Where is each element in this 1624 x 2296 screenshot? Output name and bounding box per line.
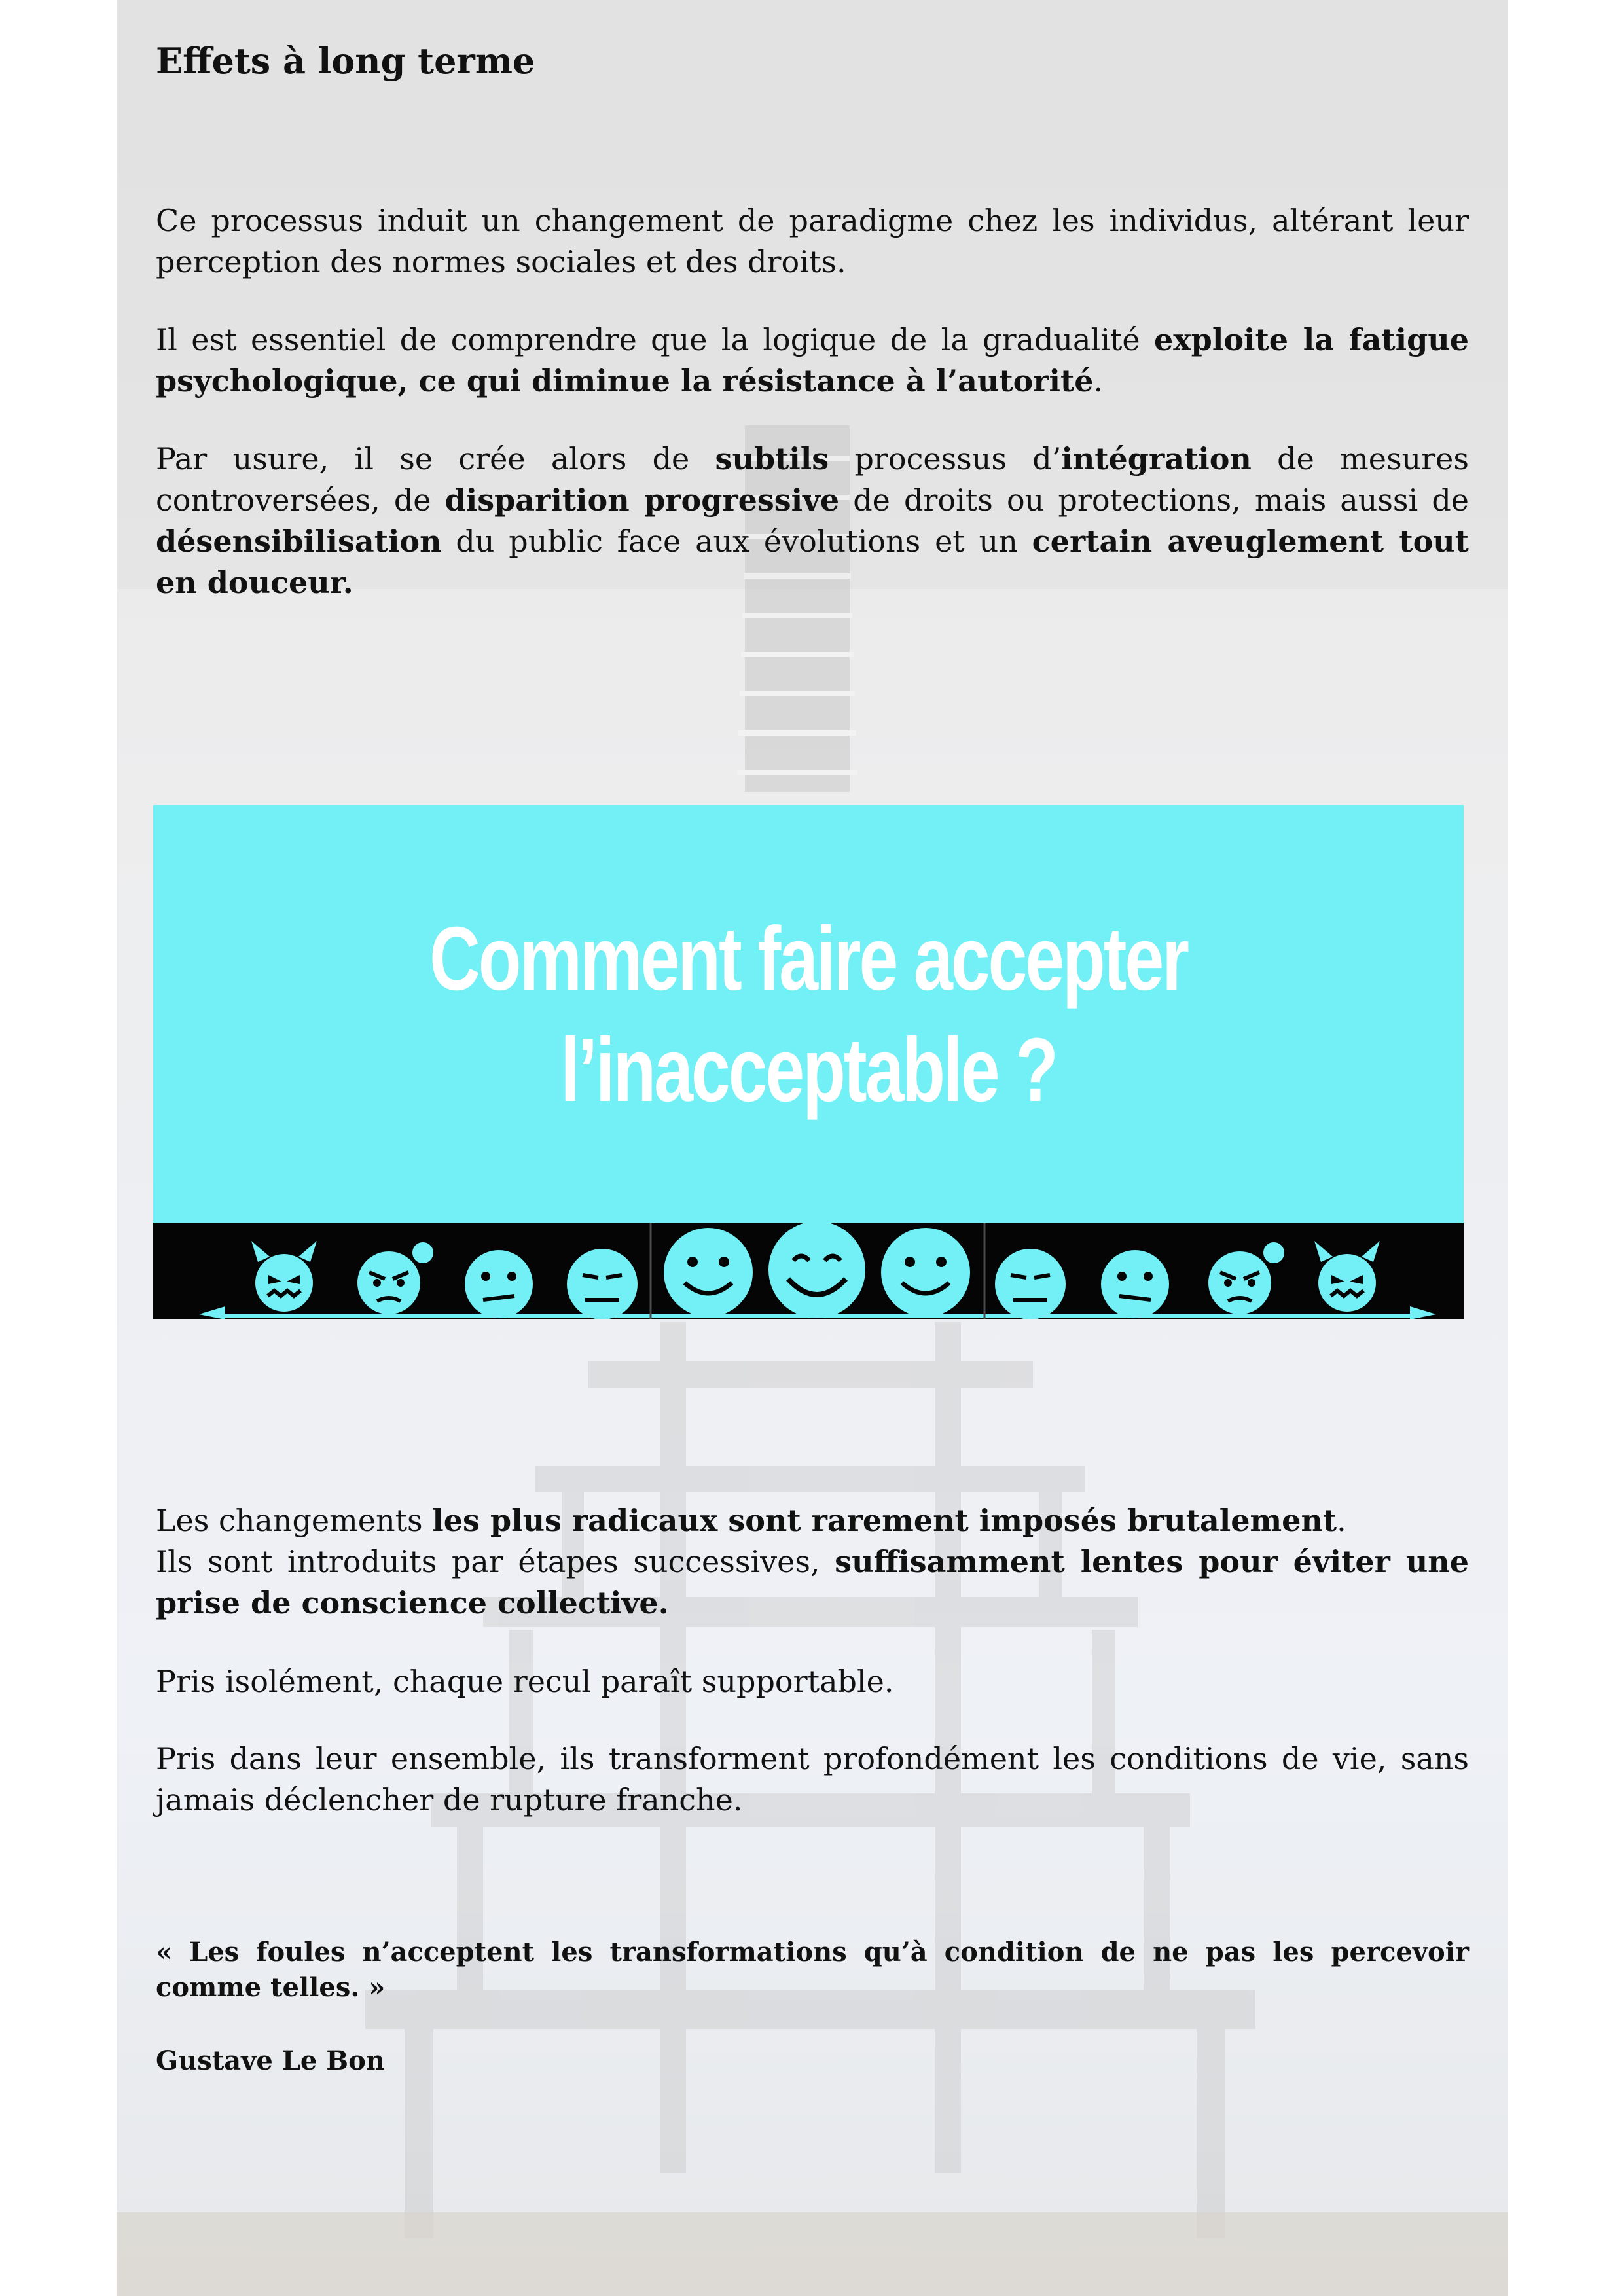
banner-title-line1: Comment faire accepter bbox=[429, 908, 1187, 1009]
quote-author: Gustave Le Bon bbox=[156, 2045, 385, 2076]
run: Ils sont introduits par étapes successives, bbox=[156, 1544, 835, 1579]
quote-text: « Les foules n’acceptent les transformations qu’à condition de ne pas les percevoir comme telles. » bbox=[156, 1937, 1469, 2003]
paragraph-isolated: Pris isolément, chaque recul paraît supportable. bbox=[156, 1664, 894, 1699]
paragraph-together: Pris dans leur ensemble, ils transforment profondément les conditions de vie, sans jamais déclencher de rupture franche. bbox=[156, 1741, 1469, 1818]
document-page bbox=[117, 0, 1508, 2296]
run-bold: subtils bbox=[715, 441, 829, 476]
arrow-right-icon bbox=[1410, 1306, 1436, 1319]
angry-face-icon bbox=[1208, 1241, 1286, 1314]
devil-face-icon bbox=[251, 1241, 317, 1312]
neutral-face-icon bbox=[567, 1249, 638, 1319]
run: Par usure, il se crée alors de bbox=[156, 441, 715, 476]
section-heading: Effets à long terme bbox=[156, 40, 535, 82]
run-bold: désensibilisation bbox=[156, 524, 442, 559]
run: Les changements bbox=[156, 1503, 433, 1538]
paragraph-line bbox=[156, 1500, 1469, 1541]
grin-face-icon bbox=[768, 1223, 865, 1318]
devil-face-icon bbox=[1314, 1241, 1380, 1312]
emoji-scale-strip bbox=[153, 1223, 1464, 1319]
skeptical-face-icon bbox=[465, 1250, 533, 1318]
emoji-scale bbox=[153, 1223, 1464, 1319]
run: du public face aux évolutions et un bbox=[441, 524, 1032, 559]
run-bold: les plus radicaux sont rarement imposés brutalement bbox=[432, 1503, 1337, 1538]
run: de droits ou protections, mais aussi de bbox=[839, 482, 1469, 518]
run-bold: certain aveuglement tout en douceur. bbox=[156, 524, 1469, 600]
paragraph-paradigm: Ce processus induit un changement de paradigme chez les individus, altérant leur perception des normes sociales et des droits. bbox=[156, 203, 1469, 279]
arrow-left-icon bbox=[199, 1306, 225, 1319]
skeptical-face-icon bbox=[1101, 1250, 1169, 1318]
run: . bbox=[1093, 363, 1104, 399]
angry-face-icon bbox=[357, 1241, 435, 1314]
run: . bbox=[1337, 1503, 1346, 1538]
paragraph-radical-changes bbox=[156, 1500, 1469, 1624]
run-bold: suffisamment lentes pour éviter une prise de conscience collective. bbox=[156, 1544, 1469, 1621]
smile-face-icon bbox=[664, 1228, 753, 1317]
neutral-face-icon bbox=[995, 1249, 1066, 1319]
paragraph-graduality bbox=[156, 319, 1469, 402]
run-bold: disparition progressive bbox=[444, 482, 840, 518]
banner-title bbox=[297, 903, 1320, 1126]
banner-image bbox=[153, 805, 1464, 1319]
run: processus d’ bbox=[829, 441, 1062, 476]
paragraph-line bbox=[156, 1541, 1469, 1624]
run: Il est essentiel de comprendre que la logique de la gradualité bbox=[156, 322, 1154, 357]
run-bold: exploite la fatigue psychologique, ce qui diminue la résistance à l’autorité bbox=[156, 322, 1469, 399]
run-bold: intégration bbox=[1061, 441, 1252, 476]
paragraph-usure bbox=[156, 439, 1469, 603]
banner-title-line2: l’inacceptable ? bbox=[560, 1020, 1056, 1121]
smile-face-icon bbox=[881, 1228, 970, 1317]
run: de mesures controversées, de bbox=[156, 441, 1469, 518]
